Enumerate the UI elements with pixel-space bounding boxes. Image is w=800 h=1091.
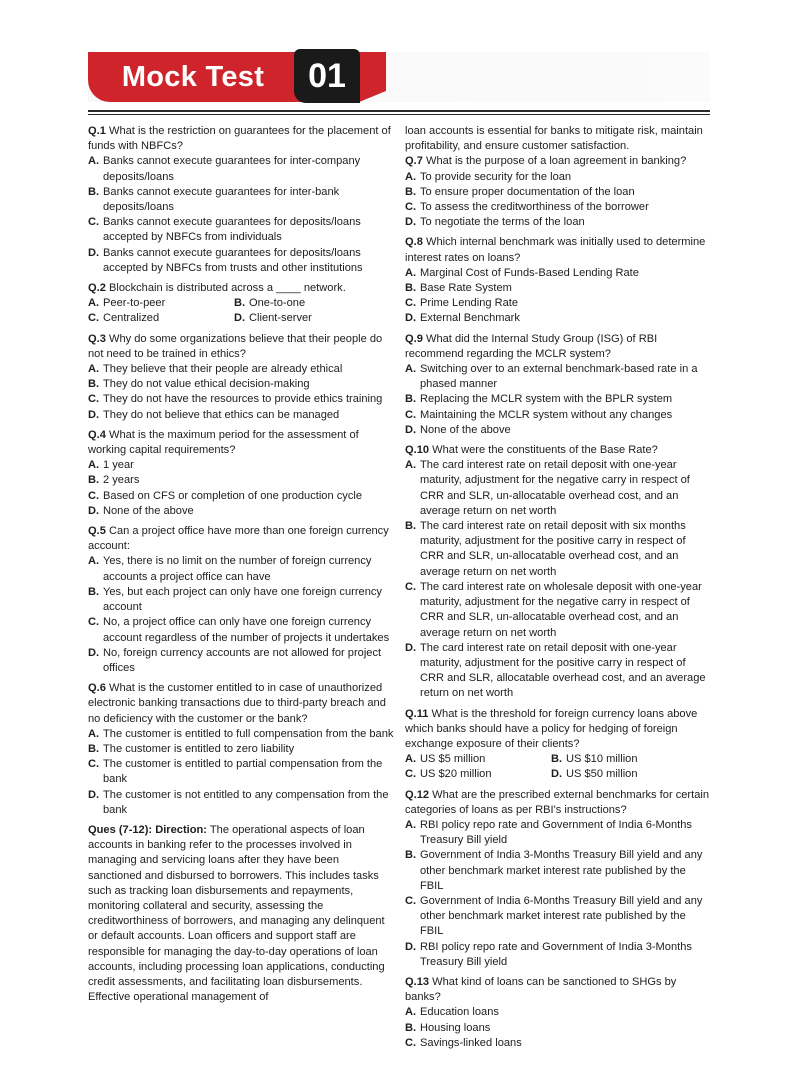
direction-passage bbox=[88, 823, 394, 1005]
option-letter: B. bbox=[234, 297, 246, 310]
option-letter: C. bbox=[405, 1036, 417, 1049]
mock-test-banner bbox=[88, 52, 386, 102]
option-text: US $5 million bbox=[420, 753, 486, 766]
option bbox=[405, 200, 710, 215]
option-text: Peer-to-peer bbox=[103, 297, 166, 310]
option-text: Switching over to an external benchmark-based rate in a phased manner bbox=[420, 363, 698, 391]
option-letter: D. bbox=[234, 312, 246, 325]
option bbox=[405, 519, 710, 580]
option-letter: A. bbox=[88, 459, 100, 472]
question-number: Q.12 bbox=[405, 788, 430, 801]
header-rule-thin bbox=[88, 114, 710, 115]
option bbox=[405, 311, 710, 326]
option bbox=[88, 757, 394, 787]
left-column bbox=[88, 124, 394, 1005]
question-5 bbox=[88, 524, 394, 676]
option-letter: B. bbox=[405, 849, 417, 862]
question-number: Q.9 bbox=[405, 332, 423, 345]
option bbox=[88, 311, 234, 326]
option-letter: C. bbox=[405, 580, 417, 593]
option-text: Marginal Cost of Funds-Based Lending Rate bbox=[420, 266, 639, 279]
question-text: What is the customer entitled to in case of unauthorized electronic banking transactions due to third-party breach and no deficiency with the customer or the bank? bbox=[88, 682, 386, 725]
question-text: What were the constituents of the Base Rate? bbox=[432, 444, 658, 457]
option-letter: B. bbox=[88, 742, 100, 755]
option-letter: A. bbox=[405, 170, 417, 183]
question-number: Q.10 bbox=[405, 444, 430, 457]
option-letter: C. bbox=[405, 768, 417, 781]
option-text: Banks cannot execute guarantees for inter-company deposits/loans bbox=[103, 155, 361, 183]
option-letter: A. bbox=[88, 363, 100, 376]
option bbox=[88, 296, 234, 311]
option bbox=[551, 752, 710, 767]
question-text: What kind of loans can be sanctioned to SHGs by banks? bbox=[405, 975, 677, 1004]
option-letter: B. bbox=[405, 520, 417, 533]
option bbox=[405, 170, 710, 185]
option-letter: D. bbox=[405, 940, 417, 953]
option-text: Government of India 3-Months Treasury Bill yield and any other benchmark market interest rate published by the FBIL bbox=[420, 849, 703, 892]
option-letter: D. bbox=[405, 641, 417, 654]
option bbox=[88, 154, 394, 184]
question-text: What is the threshold for foreign currency loans above which banks should have a policy for hedging of foreign exchange exposure of their clients? bbox=[405, 707, 698, 750]
question-number: Q.13 bbox=[405, 975, 430, 988]
option-text: The card interest rate on retail deposit with one-year maturity, adjustment for the negative carry in respect of CRR and SLR, un-allocatable overhead cost, and an average return on net worth bbox=[420, 459, 690, 517]
direction-passage-continued: loan accounts is essential for banks to mitigate risk, maintain profitability, and ensure customer satisfaction. bbox=[405, 125, 703, 153]
option-text: None of the above bbox=[103, 504, 194, 517]
option-letter: B. bbox=[405, 185, 417, 198]
question-6 bbox=[88, 681, 394, 818]
option-letter: D. bbox=[88, 246, 100, 259]
question-text: Blockchain is distributed across a ____ network. bbox=[108, 282, 346, 295]
option bbox=[405, 1036, 710, 1051]
question-10 bbox=[405, 443, 710, 701]
option-letter: C. bbox=[88, 758, 100, 771]
option-letter: B. bbox=[88, 378, 100, 391]
option bbox=[405, 266, 710, 281]
option-grid bbox=[88, 296, 394, 326]
question-text: Which internal benchmark was initially used to determine interest rates on loans? bbox=[405, 236, 706, 264]
option-letter: B. bbox=[88, 474, 100, 487]
option-text: Yes, there is no limit on the number of foreign currency accounts a project office can have bbox=[103, 555, 372, 583]
option-text: Base Rate System bbox=[420, 282, 512, 295]
option-letter: B. bbox=[405, 1021, 417, 1034]
option-text: No, foreign currency accounts are not allowed for project offices bbox=[103, 646, 382, 674]
option bbox=[405, 767, 551, 782]
option bbox=[88, 246, 394, 276]
option-text: The card interest rate on wholesale deposit with one-year maturity, adjustment for the negative carry in respect of CRR and SLR, un-allocatable overhead cost, and an average return on net worth bbox=[420, 580, 702, 639]
option-text: Prime Lending Rate bbox=[420, 297, 519, 310]
option-text: Government of India 6-Months Treasury Bill yield and any other benchmark market interest rate published by the FBIL bbox=[420, 894, 703, 938]
question-9 bbox=[405, 332, 710, 438]
question-12 bbox=[405, 788, 710, 970]
option-text: No, a project office can only have one foreign currency account regardless of the number of projects it undertakes bbox=[103, 616, 390, 644]
option-letter: A. bbox=[405, 363, 417, 376]
option-text: External Benchmark bbox=[420, 312, 520, 325]
option bbox=[405, 296, 710, 311]
option-letter: B. bbox=[88, 185, 100, 198]
option-letter: D. bbox=[405, 312, 417, 325]
option bbox=[88, 504, 394, 519]
option-text: None of the above bbox=[420, 423, 511, 436]
option-text: Banks cannot execute guarantees for inter-bank deposits/loans bbox=[103, 185, 340, 214]
banner-title: Mock Test bbox=[121, 61, 265, 93]
option-letter: A. bbox=[405, 1006, 417, 1019]
question-number: Q.1 bbox=[88, 125, 106, 137]
option bbox=[88, 788, 394, 818]
option-text: To ensure proper documentation of the loan bbox=[420, 185, 635, 198]
option-text: Maintaining the MCLR system without any changes bbox=[420, 408, 673, 421]
option-text: Replacing the MCLR system with the BPLR system bbox=[420, 393, 673, 406]
option-text: To negotiate the terms of the loan bbox=[420, 216, 585, 229]
header-rule-thick bbox=[88, 110, 710, 112]
question-text: What is the purpose of a loan agreement in banking? bbox=[425, 155, 687, 168]
option-letter: C. bbox=[405, 408, 417, 421]
question-text: What is the restriction on guarantees for the placement of funds with NBFCs? bbox=[88, 125, 391, 153]
option-letter: D. bbox=[405, 216, 417, 229]
option bbox=[405, 894, 710, 940]
option-text: 1 year bbox=[103, 459, 134, 472]
option-letter: B. bbox=[551, 753, 563, 766]
option-text: RBI policy repo rate and Government of India 6-Months Treasury Bill yield bbox=[420, 818, 692, 847]
question-number: Q.5 bbox=[88, 525, 106, 538]
option bbox=[405, 408, 710, 423]
passage-label: Ques (7-12): Direction: bbox=[88, 823, 207, 836]
question-text: What did the Internal Study Group (ISG) of RBI recommend regarding the MCLR system? bbox=[405, 332, 658, 360]
option-text: Banks cannot execute guarantees for deposits/loans accepted by NBFCs from trusts and other institutions bbox=[103, 246, 363, 274]
option bbox=[405, 185, 710, 200]
option-letter: D. bbox=[405, 423, 417, 436]
question-4 bbox=[88, 428, 394, 519]
option-letter: D. bbox=[88, 788, 100, 801]
option-letter: B. bbox=[88, 585, 100, 598]
question-number: Q.2 bbox=[88, 282, 106, 295]
question-text: Why do some organizations believe that their people do not need to be trained in ethics? bbox=[88, 332, 383, 360]
question-11 bbox=[405, 707, 710, 783]
option-letter: A. bbox=[88, 555, 100, 568]
option-letter: A. bbox=[405, 266, 417, 279]
question-number: Q.3 bbox=[88, 332, 106, 345]
option-text: Yes, but each project can only have one foreign currency account bbox=[103, 585, 382, 614]
question-13 bbox=[405, 975, 710, 1051]
question-text: What are the prescribed external benchmarks for certain categories of loans as per RBI's instructions? bbox=[405, 788, 710, 816]
option bbox=[88, 458, 394, 473]
option-text: Centralized bbox=[103, 312, 160, 325]
passage-text: The operational aspects of loan accounts in banking refer to the processes involved in managing and servicing loans after they have been sanctioned and disbursed to borrowers. This includes tasks such as tracking loan disbursements and repayments, monitoring collateral and security, assessing the creditworthiness of borrowers, and managing any delinquent or default accounts. Loan officers and support staff are responsible for managing the day-to-day operations of loan accounts, including processing loan applications, conducting credit assessments, and facilitating loan disbursements. Effective operational management of bbox=[88, 823, 385, 1004]
question-2 bbox=[88, 281, 394, 327]
option bbox=[88, 185, 394, 215]
option bbox=[405, 423, 710, 438]
option-text: US $50 million bbox=[566, 768, 638, 781]
option-text: Based on CFS or completion of one production cycle bbox=[103, 489, 362, 502]
option-text: To assess the creditworthiness of the borrower bbox=[420, 201, 649, 214]
option bbox=[405, 848, 710, 894]
option bbox=[88, 489, 394, 504]
option-text: Banks cannot execute guarantees for deposits/loans accepted by NBFCs from individuals bbox=[103, 216, 361, 244]
option bbox=[88, 408, 394, 423]
option bbox=[405, 1021, 710, 1036]
question-7 bbox=[405, 154, 710, 230]
question-text: Can a project office have more than one foreign currency account: bbox=[88, 525, 389, 553]
option-letter: C. bbox=[405, 201, 417, 214]
option-letter: C. bbox=[88, 312, 100, 325]
option bbox=[88, 585, 394, 615]
option-text: Client-server bbox=[249, 312, 312, 325]
question-text: What is the maximum period for the assessment of working capital requirements? bbox=[88, 428, 359, 457]
option-letter: A. bbox=[405, 459, 417, 472]
option bbox=[88, 554, 394, 584]
option bbox=[88, 473, 394, 488]
option bbox=[405, 458, 710, 519]
option bbox=[88, 646, 394, 676]
option-letter: B. bbox=[405, 282, 417, 295]
option bbox=[88, 362, 394, 377]
option-letter: C. bbox=[88, 616, 100, 629]
option-text: The card interest rate on retail deposit with one-year maturity, adjustment for the positive carry in respect of CRR and SLR, allocatable overhead cost, and an average return on net worth bbox=[420, 641, 706, 700]
option-text: To provide security for the loan bbox=[420, 170, 572, 183]
question-1 bbox=[88, 124, 394, 276]
option-letter: D. bbox=[88, 504, 100, 517]
option-text: US $20 million bbox=[420, 768, 492, 781]
option bbox=[405, 940, 710, 970]
option-letter: A. bbox=[88, 297, 100, 310]
question-8 bbox=[405, 235, 710, 326]
option bbox=[405, 641, 710, 702]
option bbox=[88, 742, 394, 757]
option-text: Housing loans bbox=[420, 1021, 491, 1034]
option-letter: C. bbox=[405, 894, 417, 907]
option-text: They believe that their people are already ethical bbox=[103, 363, 343, 376]
question-number: Q.6 bbox=[88, 682, 106, 695]
option-text: 2 years bbox=[103, 474, 140, 487]
option-text: US $10 million bbox=[566, 753, 638, 766]
option-text: They do not value ethical decision-making bbox=[103, 378, 310, 391]
question-number: Q.4 bbox=[88, 428, 106, 441]
option-text: The card interest rate on retail deposit with six months maturity, adjustment for the positive carry in respect of CRR and SLR, un-allocatable overhead cost, and an average return on net worth bbox=[420, 520, 686, 578]
option-text: Education loans bbox=[420, 1006, 499, 1019]
option-text: The customer is entitled to partial compensation from the bank bbox=[103, 758, 383, 786]
option-letter: A. bbox=[405, 818, 417, 831]
option bbox=[405, 752, 551, 767]
test-number-badge: 01 bbox=[294, 49, 360, 103]
question-number: Q.8 bbox=[405, 236, 423, 249]
option-text: The customer is entitled to zero liability bbox=[103, 742, 295, 755]
question-number: Q.7 bbox=[405, 155, 423, 168]
option-letter: A. bbox=[405, 753, 417, 766]
option bbox=[405, 1005, 710, 1020]
option-letter: D. bbox=[551, 768, 563, 781]
option bbox=[88, 215, 394, 245]
option-letter: B. bbox=[405, 393, 417, 406]
option-grid bbox=[405, 752, 710, 782]
option bbox=[234, 296, 394, 311]
option-text: RBI policy repo rate and Government of India 3-Months Treasury Bill yield bbox=[420, 940, 692, 968]
option-text: The customer is entitled to full compensation from the bank bbox=[103, 727, 394, 740]
option bbox=[405, 818, 710, 848]
question-3 bbox=[88, 332, 394, 423]
option bbox=[88, 377, 394, 392]
option-text: They do not believe that ethics can be managed bbox=[103, 408, 340, 421]
option-letter: C. bbox=[88, 489, 100, 502]
option bbox=[88, 392, 394, 407]
option bbox=[405, 580, 710, 641]
right-column bbox=[405, 124, 710, 1056]
option-letter: A. bbox=[88, 155, 100, 168]
option-letter: C. bbox=[405, 297, 417, 310]
option-text: Savings-linked loans bbox=[420, 1036, 522, 1049]
option-text: The customer is not entitled to any compensation from the bank bbox=[103, 788, 389, 816]
option-text: One-to-one bbox=[249, 297, 306, 310]
option bbox=[551, 767, 710, 782]
option-letter: D. bbox=[88, 646, 100, 659]
option bbox=[88, 727, 394, 742]
option bbox=[405, 281, 710, 296]
option bbox=[405, 215, 710, 230]
option-letter: A. bbox=[88, 727, 100, 740]
option bbox=[405, 362, 710, 392]
option-text: They do not have the resources to provide ethics training bbox=[103, 393, 383, 406]
option bbox=[405, 392, 710, 407]
question-number: Q.11 bbox=[405, 707, 429, 720]
option-letter: C. bbox=[88, 393, 100, 406]
option-letter: C. bbox=[88, 216, 100, 229]
option bbox=[88, 615, 394, 645]
option bbox=[234, 311, 394, 326]
option-letter: D. bbox=[88, 408, 100, 421]
